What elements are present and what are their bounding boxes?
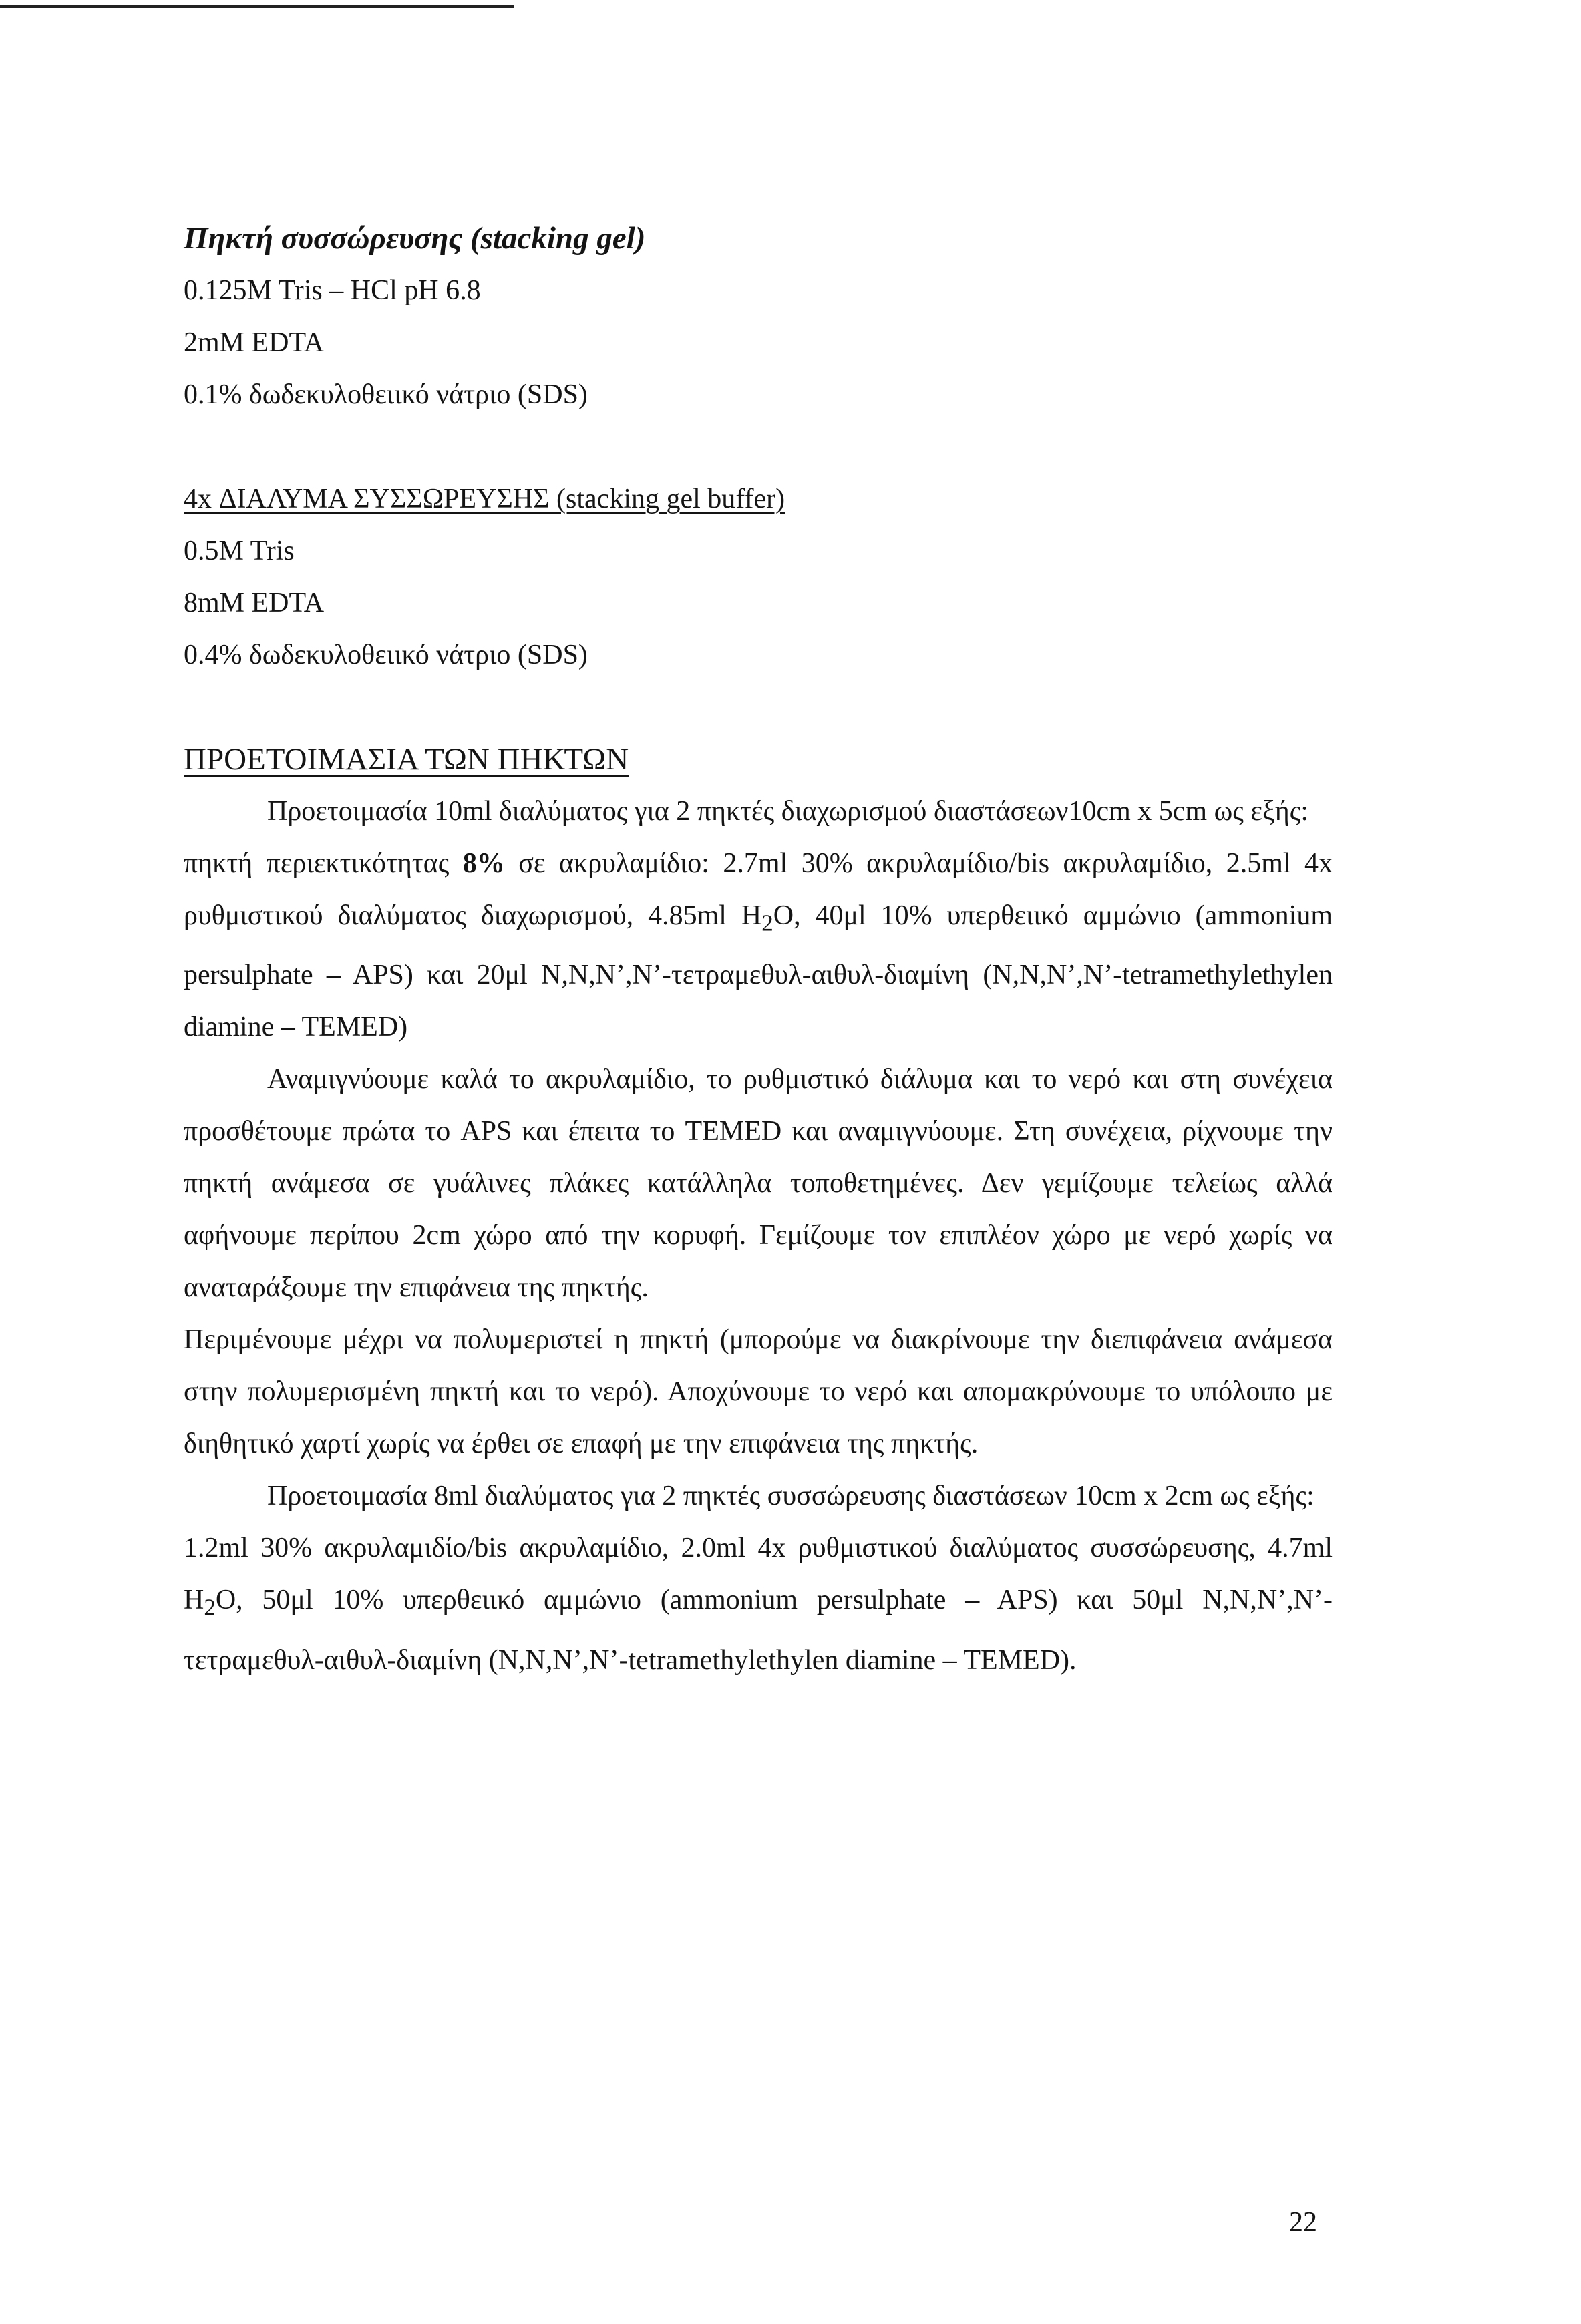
page-number: 22 [1289,2207,1317,2238]
top-rule [0,5,514,8]
separating-gel-recipe [184,837,1333,1053]
stacking-buffer-item-edta: 8mM EDTA [184,588,325,618]
stacking-gel-intro: Προετοιμασία 8ml διαλύματος για 2 πηκτές συσσώρευσης διαστάσεων 10cm x 2cm ως εξής: [267,1481,1314,1512]
stacking-gel-item-tris: 0.125M Tris – HCl pH 6.8 [184,275,481,306]
water-subscript: 2 [204,1594,216,1621]
stacking-gel-recipe [184,1522,1333,1686]
stacking-buffer-item-sds: 0.4% δωδεκυλοθειικό νάτριο (SDS) [184,640,588,670]
gel-preparation-heading: ΠΡΟΕΤΟΙΜΑΣΙΑ ΤΩΝ ΠΗΚΤΩΝ [184,742,629,777]
spacer [184,681,1333,733]
stacking-gel-item-sds: 0.1% δωδεκυλοθειικό νάτριο (SDS) [184,379,588,410]
recipe-part2: O, 40μl 10% υπερθειικό αμμώνιο (ammonium persulphate – APS) και 20μl N,N,N’,N’-τετραμεθυλ-αιθυλ-διαμίνη (N,N,N’,N’-tetramethylethylen diamine – TEMED) [184,900,1333,1043]
recipe-percent: 8% [462,848,505,879]
spacer [184,421,1333,473]
stacking-gel-heading: Πηκτή συσσώρευσης (stacking gel) [184,221,646,256]
mixing-instructions: Αναμιγνύουμε καλά το ακρυλαμίδιο, το ρυθμιστικό διάλυμα και το νερό και στη συνέχεια προσθέτουμε πρώτα το APS και έπειτα το TEMED και αναμιγνύουμε. Στη συνέχεια, ρίχνουμε την πηκτή ανάμεσα σε γυάλινες πλάκες κατάλληλα τοποθετημένες. Δεν γεμίζουμε τελείως αλλά αφήνουμε περίπου 2cm χώρο από την κορυφή. Γεμίζουμε τον επιπλέον χώρο με νερό χωρίς να αναταράξουμε την επιφάνεια της πηκτής. [184,1064,1333,1304]
stacking-buffer-item-tris: 0.5M Tris [184,536,295,566]
recipe-prefix: πηκτή περιεκτικότητας [184,848,463,879]
separating-gel-intro: Προετοιμασία 10ml διαλύματος για 2 πηκτές διαχωρισμού διαστάσεων10cm x 5cm ως εξής: [267,796,1309,827]
recipe-part1: σε ακρυλαμίδιο: 2.7ml 30% ακρυλαμίδιο/bis ακρυλαμίδιο, 2.5ml 4x ρυθμιστικού διαλύματος διαχωρισμού, 4.85ml H [184,848,1333,931]
stacking-gel-item-edta: 2mM EDTA [184,327,325,358]
document-body [184,212,1333,1686]
water-subscript: 2 [761,910,773,936]
polymerization-instructions: Περιμένουμε μέχρι να πολυμεριστεί η πηκτή (μπορούμε να διακρίνουμε την διεπιφάνεια ανάμεσα στην πολυμερισμένη πηκτή και το νερό). Αποχύνουμε το νερό και απομακρύνουμε το υπόλοιπο με διηθητικό χαρτί χωρίς να έρθει σε επαφή με την επιφάνεια της πηκτής. [184,1324,1333,1460]
stacking-recipe-part1: 1.2ml 30% ακρυλαμιδίο/bis ακρυλαμίδιο, 2.0ml 4x ρυθμιστικού διαλύματος συσσώρευσης, 4.7ml H [184,1533,1333,1616]
stacking-recipe-part2: O, 50μl 10% υπερθειικό αμμώνιο (ammonium persulphate – APS) και 50μl N,N,N’,N’-τετραμεθυλ-αιθυλ-διαμίνη (N,N,N’,N’-tetramethylethylen diamine – TEMED). [184,1585,1333,1676]
stacking-buffer-heading: 4x ΔΙΑΛΥΜΑ ΣΥΣΣΩΡΕΥΣΗΣ (stacking gel buffer) [184,483,785,514]
